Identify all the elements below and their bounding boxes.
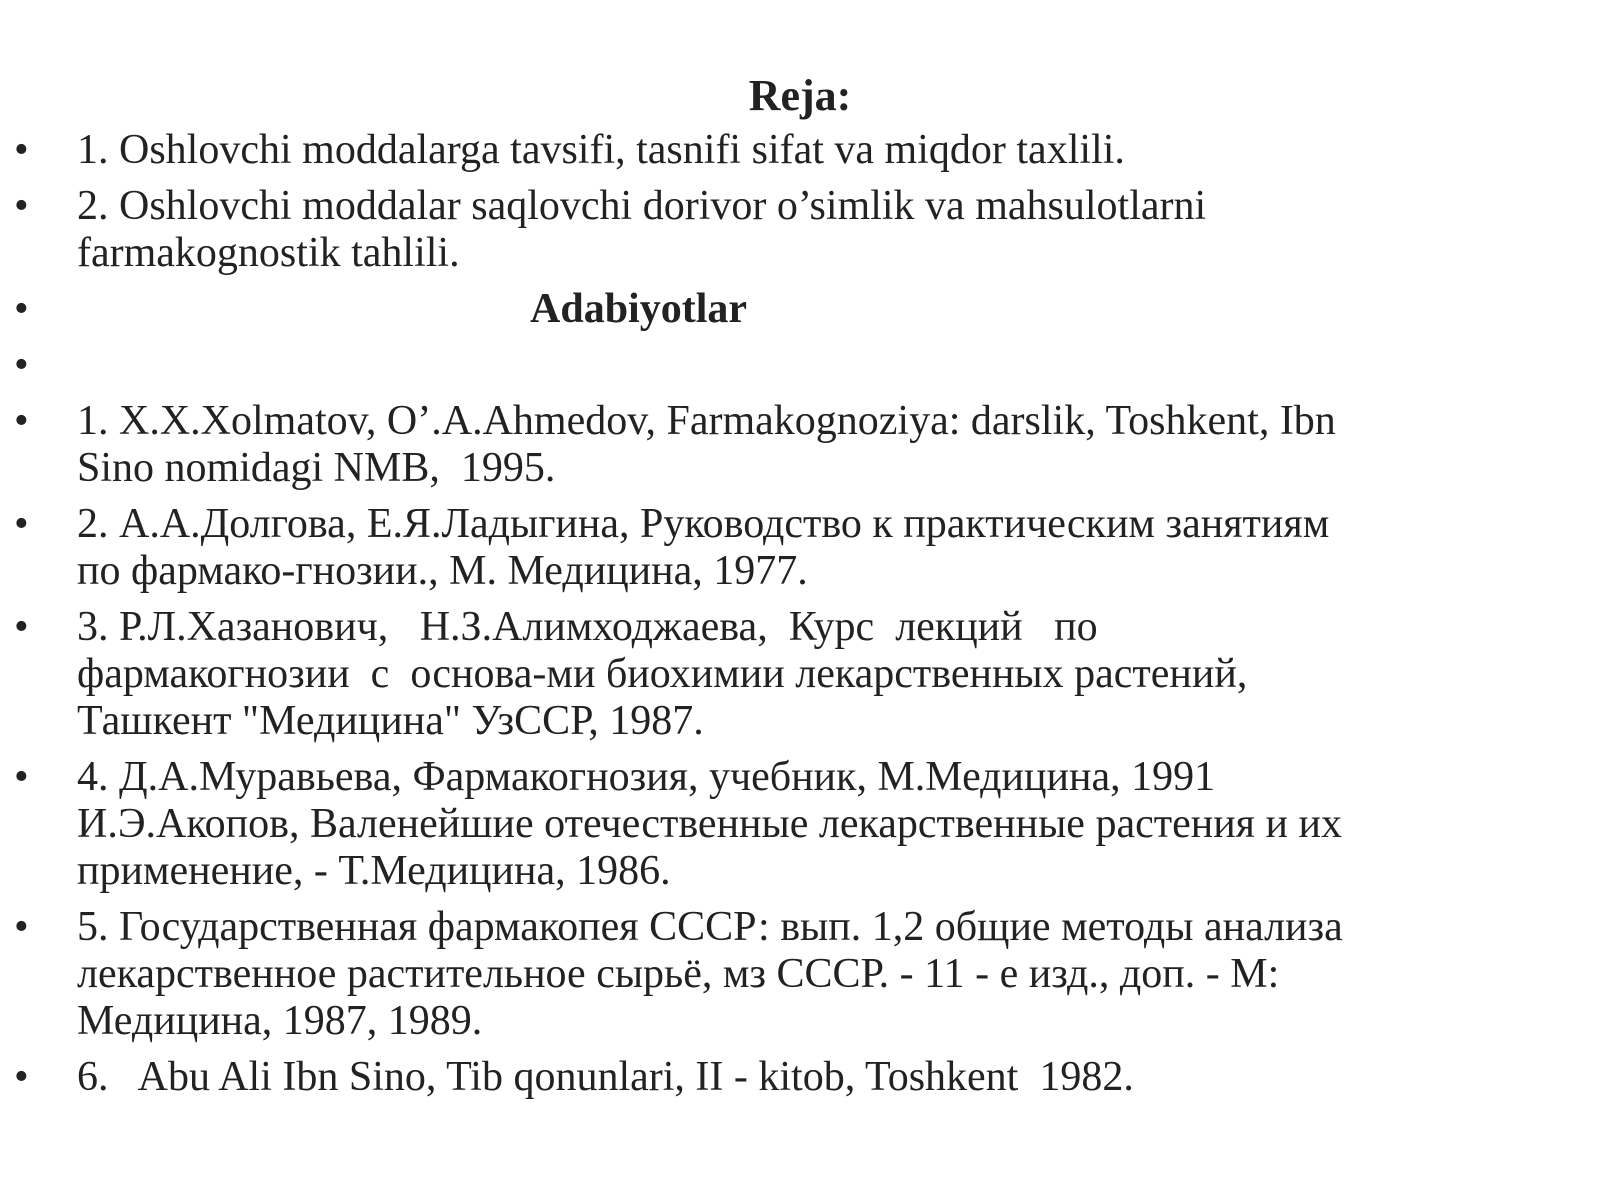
item-line: по фармако-гнозии., М. Медицина, 1977.: [77, 548, 808, 594]
reference-item: [0, 904, 1600, 1045]
reference-item: [0, 604, 1600, 745]
item-text: [77, 904, 1560, 1045]
item-text: [77, 398, 1560, 492]
item-line: лекарственное растительное сырьё, мз СССР. - 11 - е изд., доп. - М:: [77, 951, 1280, 997]
item-line: 4. Д.А.Муравьева, Фармакогнозия, учебник, М.Медицина, 1991: [77, 754, 1216, 800]
item-line: 2. Oshlovchi moddalar saqlovchi dorivor o’simlik va mahsulotlarni: [77, 183, 1207, 229]
item-line: Sino nomidagi NMB, 1995.: [77, 445, 556, 491]
bullet-icon: •: [14, 286, 29, 332]
slide-title: Reja:: [748, 71, 852, 120]
section-heading-item: [0, 286, 1600, 333]
item-text: [77, 604, 1560, 745]
item-line: farmakognostik tahlili.: [77, 230, 460, 276]
bullet-icon: •: [14, 342, 29, 388]
bullet-icon: •: [14, 754, 29, 800]
item-line: Ташкент "Медицина" УзССР, 1987.: [77, 698, 704, 744]
bullet-icon: •: [14, 604, 29, 650]
bullet-icon: •: [14, 127, 29, 173]
reference-item: [0, 398, 1600, 492]
bullet-list: [0, 127, 1600, 1110]
list-item: [0, 127, 1600, 174]
reference-item: [0, 1054, 1600, 1101]
item-line: 1. X.X.Xolmatov, O’.A.Ahmedov, Farmakognoziya: darslik, Toshkent, Ibn: [77, 398, 1336, 444]
reference-item: [0, 754, 1600, 895]
section-heading: Adabiyotlar: [530, 286, 748, 332]
item-line: И.Э.Акопов, Валенейшие отечественные лекарственные растения и их: [77, 801, 1342, 847]
item-text: [77, 754, 1560, 895]
item-line: Медицина, 1987, 1989.: [77, 998, 483, 1044]
item-text: [77, 501, 1560, 595]
bullet-icon: •: [14, 398, 29, 444]
item-line: 3. Р.Л.Хазанович, Н.З.Алимходжаева, Курс лекций по: [77, 604, 1098, 650]
item-line: 6. Abu Ali Ibn Sino, Tib qonunlari, II - kitob, Toshkent 1982.: [77, 1054, 1134, 1100]
bullet-icon: •: [14, 904, 29, 950]
item-line: 1. Oshlovchi moddalarga tavsifi, tasnifi sifat va miqdor taxlili.: [77, 127, 1125, 173]
bullet-icon: •: [14, 1054, 29, 1100]
reference-item: [0, 501, 1600, 595]
item-line: применение, - Т.Медицина, 1986.: [77, 848, 671, 894]
item-text: [77, 127, 1560, 174]
item-line: фармакогнозии с основа-ми биохимии лекарственных растений,: [77, 651, 1248, 697]
empty-list-item: [0, 342, 1600, 389]
item-line: 5. Государственная фармакопея СССР: вып. 1,2 общие методы анализа: [77, 904, 1343, 950]
item-text: [77, 1054, 1560, 1101]
bullet-icon: •: [14, 501, 29, 547]
item-text: [77, 183, 1560, 277]
list-item: [0, 183, 1600, 277]
bullet-icon: •: [14, 183, 29, 229]
item-line: 2. А.А.Долгова, Е.Я.Ладыгина, Руководство к практическим занятиям: [77, 501, 1330, 547]
